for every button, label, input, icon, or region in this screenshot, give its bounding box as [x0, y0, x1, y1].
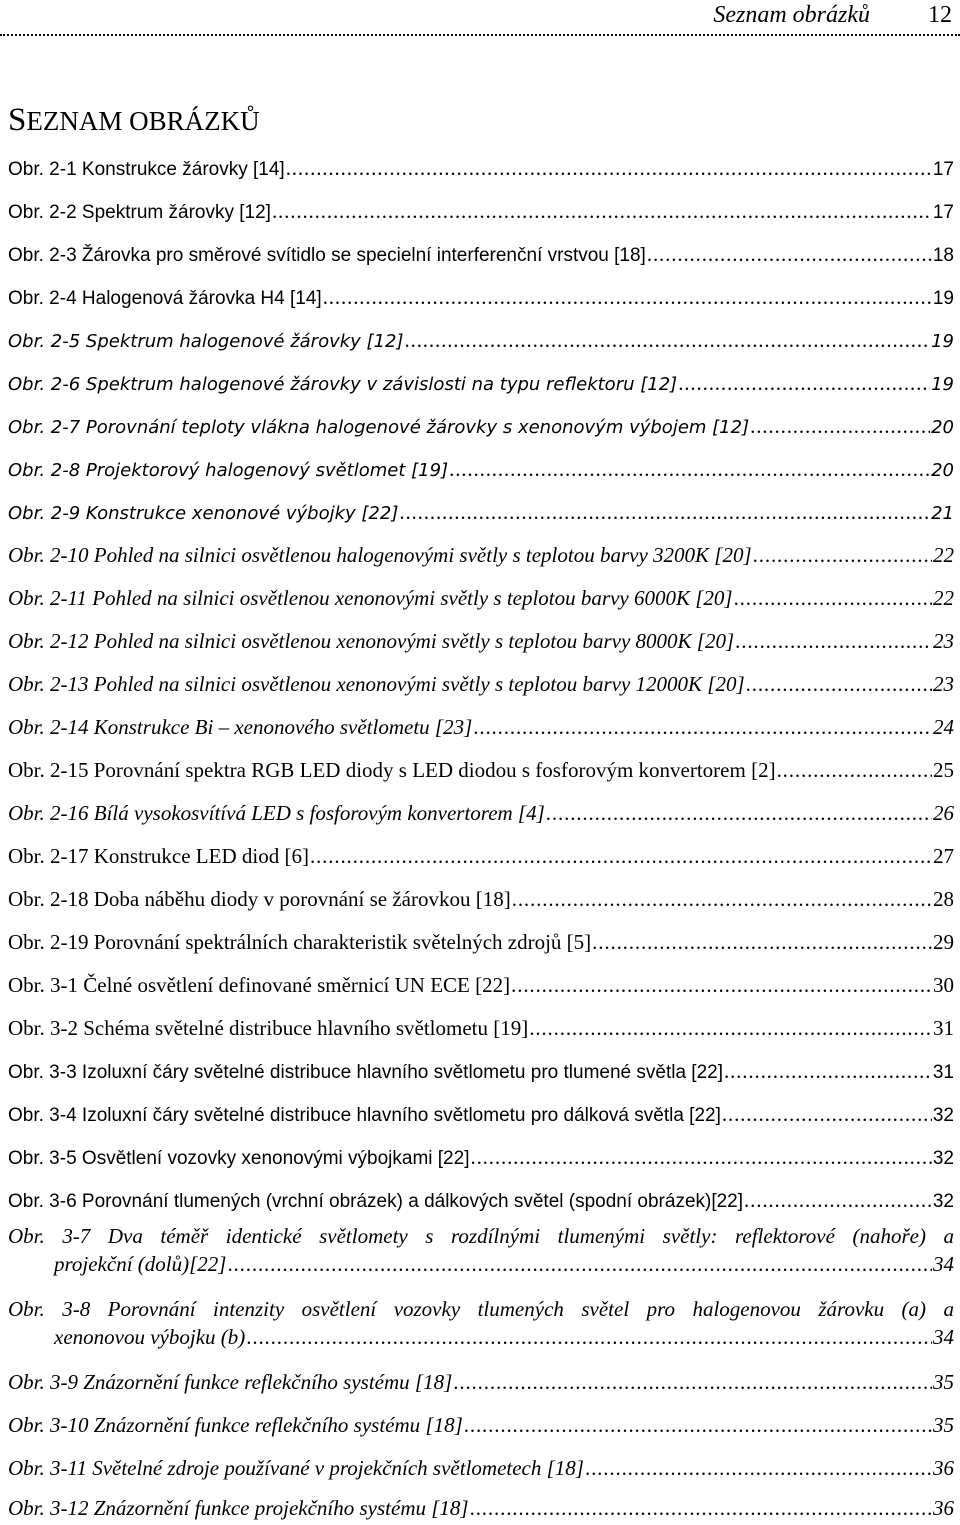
- entry-text: Obr. 2-11 Pohled na silnici osvětlenou xenonovými světly s teplotou barvy 6000K [20]: [8, 586, 733, 610]
- list-item[interactable]: [8, 627, 954, 655]
- dot-leader: [473, 713, 932, 741]
- list-item[interactable]: [8, 756, 954, 784]
- entry-page: 19: [932, 288, 954, 309]
- entry-text: Obr. 3-4 Izoluxní čáry světelné distribuce hlavního světlometu pro dálková světla [22]: [8, 1105, 721, 1126]
- entry-page: 25: [933, 758, 954, 782]
- entry-page: 23: [933, 672, 954, 696]
- dot-leader: [734, 584, 932, 612]
- entry-text: Obr. 3-11 Světelné zdroje používané v projekčních světlometech [18]: [8, 1456, 584, 1480]
- entry-page: 32: [932, 1105, 954, 1126]
- dot-leader: [470, 1143, 931, 1171]
- dot-leader: [546, 799, 932, 827]
- list-item[interactable]: [8, 670, 954, 698]
- entry-page: 29: [933, 930, 954, 954]
- list-item[interactable]: [8, 541, 954, 569]
- list-item[interactable]: [8, 885, 954, 913]
- list-item[interactable]: [8, 1494, 954, 1522]
- entry-text: Obr. 3-5 Osvětlení vozovky xenonovými výbojkami [22]: [8, 1148, 470, 1169]
- entry-page: 32: [932, 1191, 954, 1212]
- title-rest: EZNAM OBRÁZKŮ: [26, 106, 260, 136]
- list-item[interactable]: [8, 1186, 954, 1216]
- dot-leader: [405, 326, 931, 354]
- entry-text: Obr. 3-8 Porovnání intenzity osvětlení vozovky tlumených světel pro halogenovou žárovku (a) a: [8, 1297, 954, 1321]
- entry-text: Obr. 3-3 Izoluxní čáry světelné distribuce hlavního světlometu pro tlumené světla [22]: [8, 1062, 723, 1083]
- entry-page: 18: [932, 245, 954, 266]
- entry-text: Obr. 3-10 Znázornění funkce reflekčního systému [18]: [8, 1413, 463, 1437]
- dot-leader: [722, 1100, 932, 1128]
- list-item[interactable]: [8, 584, 954, 612]
- entry-text: Obr. 3-12 Znázornění funkce projekčního systému [18]: [8, 1496, 469, 1520]
- dot-leader: [647, 240, 932, 268]
- dot-leader: [753, 541, 932, 569]
- list-item[interactable]: [8, 799, 954, 827]
- list-item[interactable]: [8, 842, 954, 870]
- entry-text: Obr. 2-19 Porovnání spektrálních charakteristik světelných zdrojů [5]: [8, 930, 592, 954]
- dot-leader: [449, 455, 930, 483]
- entry-page: 28: [933, 887, 954, 911]
- list-item[interactable]: [8, 1057, 954, 1087]
- entry-page: 34: [933, 1325, 954, 1349]
- entry-page: 19: [931, 331, 954, 352]
- entry-page: 20: [931, 460, 954, 481]
- list-item[interactable]: [8, 713, 954, 741]
- entry-text: Obr. 2-3 Žárovka pro směrové svítidlo se specielní interferenční vrstvou [18]: [8, 245, 646, 266]
- dot-leader: [724, 1057, 932, 1085]
- entry-text: Obr. 2-10 Pohled na silnici osvětlenou halogenovými světly s teplotou barvy 3200K [20]: [8, 543, 752, 567]
- dot-leader: [735, 627, 932, 655]
- entry-page: 19: [931, 374, 954, 395]
- entry-page: 34: [933, 1252, 954, 1276]
- list-item[interactable]: [8, 1100, 954, 1130]
- list-item[interactable]: [8, 1222, 954, 1278]
- header-divider: [0, 34, 960, 36]
- list-item[interactable]: [8, 326, 954, 356]
- page-title: [8, 100, 260, 141]
- entry-page: 17: [932, 159, 954, 180]
- entry-text-continued: xenonovou výbojku (b): [54, 1325, 246, 1349]
- dot-leader: [592, 928, 932, 956]
- entry-text: Obr. 2-2 Spektrum žárovky [12]: [8, 202, 271, 223]
- entry-page: 21: [931, 503, 954, 524]
- dot-leader: [470, 1494, 932, 1522]
- entry-page: 31: [933, 1016, 954, 1040]
- entry-text: Obr. 3-9 Znázornění funkce reflekčního systému [18]: [8, 1370, 453, 1394]
- entry-page: 24: [933, 715, 954, 739]
- list-item[interactable]: [8, 369, 954, 399]
- dot-leader: [512, 885, 932, 913]
- entry-text: Obr. 3-1 Čelné osvětlení definované směrnicí UN ECE [22]: [8, 973, 511, 997]
- entry-page: 32: [932, 1148, 954, 1169]
- entry-text: Obr. 2-9 Konstrukce xenonové výbojky [22]: [8, 503, 399, 524]
- list-item[interactable]: [8, 412, 954, 442]
- running-title: Seznam obrázků: [713, 2, 870, 28]
- list-item[interactable]: [8, 1295, 954, 1351]
- entry-page: 36: [933, 1496, 954, 1520]
- dot-leader: [744, 1186, 932, 1214]
- entry-page: 36: [933, 1456, 954, 1480]
- entry-page: 22: [933, 543, 954, 567]
- list-item[interactable]: [8, 1411, 954, 1439]
- list-item[interactable]: [8, 971, 954, 999]
- list-item[interactable]: [8, 928, 954, 956]
- entry-page: 17: [932, 202, 954, 223]
- entry-text-continued: projekční (dolů)[22]: [54, 1252, 227, 1276]
- dot-leader: [746, 670, 932, 698]
- entry-text: Obr. 2-5 Spektrum halogenové žárovky [12]: [8, 331, 404, 352]
- entry-text: Obr. 2-17 Konstrukce LED diod [6]: [8, 844, 309, 868]
- dot-leader: [246, 1323, 932, 1351]
- dot-leader: [777, 756, 932, 784]
- dot-leader: [453, 1368, 932, 1396]
- entry-page: 35: [933, 1370, 954, 1394]
- entry-text: Obr. 2-18 Doba náběhu diody v porovnání se žárovkou [18]: [8, 887, 511, 911]
- entry-text: Obr. 2-1 Konstrukce žárovky [14]: [8, 159, 285, 180]
- dot-leader: [286, 154, 932, 182]
- entry-page: 30: [933, 973, 954, 997]
- list-item[interactable]: [8, 154, 954, 184]
- list-item[interactable]: [8, 1014, 954, 1042]
- entry-page: 23: [933, 629, 954, 653]
- list-item[interactable]: [8, 240, 954, 270]
- dot-leader: [310, 842, 932, 870]
- dot-leader: [323, 283, 932, 311]
- list-item[interactable]: [8, 1368, 954, 1396]
- dot-leader: [511, 971, 932, 999]
- dot-leader: [585, 1454, 932, 1482]
- list-item[interactable]: [8, 283, 954, 313]
- page-header: [0, 0, 960, 30]
- entry-text: Obr. 2-8 Projektorový halogenový světlomet [19]: [8, 460, 449, 481]
- entry-text: Obr. 3-6 Porovnání tlumených (vrchní obrázek) a dálkových světel (spodní obrázek)[22]: [8, 1191, 744, 1212]
- title-initial: S: [8, 102, 27, 138]
- list-item[interactable]: [8, 498, 954, 528]
- entry-text: Obr. 2-16 Bílá vysokosvítívá LED s fosforovým konvertorem [4]: [8, 801, 545, 825]
- entry-page: 22: [933, 586, 954, 610]
- entry-text: Obr. 2-4 Halogenová žárovka H4 [14]: [8, 288, 322, 309]
- dot-leader: [750, 412, 930, 440]
- entry-text: Obr. 2-6 Spektrum halogenové žárovky v závislosti na typu reflektoru [12]: [8, 374, 678, 395]
- list-item[interactable]: [8, 455, 954, 485]
- list-item[interactable]: [8, 197, 954, 227]
- entry-page: 35: [933, 1413, 954, 1437]
- list-item[interactable]: [8, 1454, 954, 1482]
- list-item[interactable]: [8, 1143, 954, 1173]
- page-number: 12: [928, 2, 952, 28]
- entry-text: Obr. 3-2 Schéma světelné distribuce hlavního světlometu [19]: [8, 1016, 529, 1040]
- entry-text: Obr. 2-12 Pohled na silnici osvětlenou xenonovými světly s teplotou barvy 8000K [20]: [8, 629, 735, 653]
- entry-page: 20: [931, 417, 954, 438]
- entry-page: 26: [933, 801, 954, 825]
- dot-leader: [529, 1014, 932, 1042]
- dot-leader: [678, 369, 930, 397]
- dot-leader: [272, 197, 932, 225]
- dot-leader: [464, 1411, 932, 1439]
- entry-text: Obr. 3-7 Dva téměř identické světlomety s rozdílnými tlumenými světly: reflektorové (nahoře) a: [8, 1224, 954, 1248]
- entry-text: Obr. 2-15 Porovnání spektra RGB LED diody s LED diodou s fosforovým konvertorem [2]: [8, 758, 776, 782]
- dot-leader: [227, 1250, 932, 1278]
- entry-text: Obr. 2-14 Konstrukce Bi – xenonového světlometu [23]: [8, 715, 473, 739]
- entry-text: Obr. 2-7 Porovnání teploty vlákna halogenové žárovky s xenonovým výbojem [12]: [8, 417, 750, 438]
- entry-page: 31: [932, 1062, 954, 1083]
- entry-text: Obr. 2-13 Pohled na silnici osvětlenou xenonovými světly s teplotou barvy 12000K [20]: [8, 672, 745, 696]
- entry-page: 27: [933, 844, 954, 868]
- dot-leader: [399, 498, 930, 526]
